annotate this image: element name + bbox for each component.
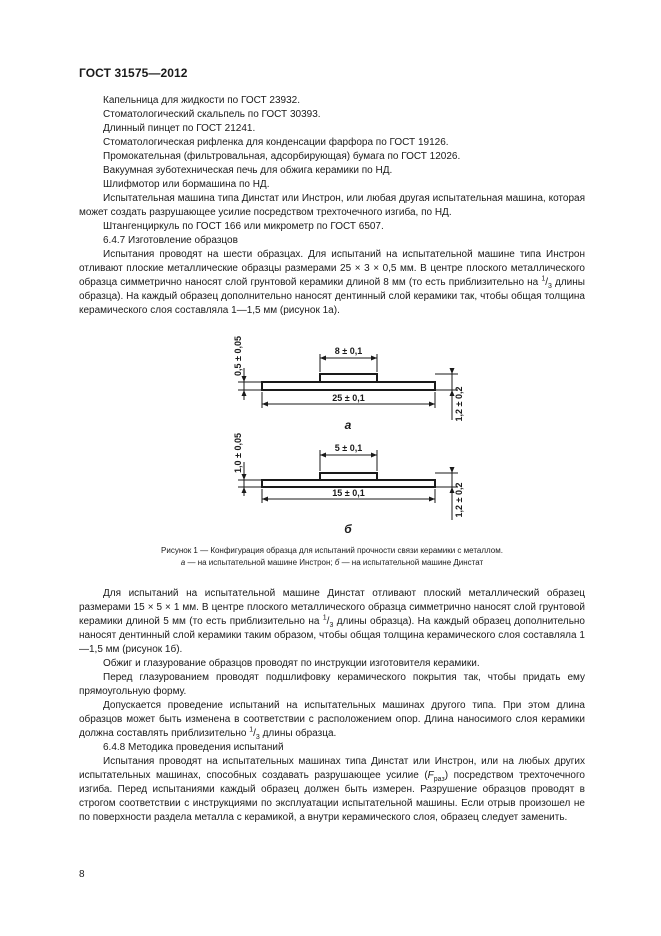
dim-bottom-a: 25 ± 0,1 — [332, 393, 365, 403]
dim-right-a: 1,2 ± 0,2 — [454, 386, 464, 422]
dim-left-a: 0,5 ± 0,05 — [233, 336, 243, 376]
dim-top-a: 8 ± 0,1 — [334, 346, 363, 356]
paragraph-dinstat: Для испытаний на испытательной машине Динстат отливают плоский металлический образец размерами 15 × 5 × 1 мм. В центре плоского металлического образца симметрично наносят слой грунтовой керамики длиной 5 мм (то есть приблизительно на $^1/_3$ длины образца). На каждый образец дополнительно наносят дентинный слой керамики таким образом, чтобы общая толщина керамического слоя составляла 1—1,5 мм (рисунок 1б). — [79, 588, 585, 655]
ceramic-layer-a — [320, 374, 377, 382]
section-heading-648: 6.4.8 Методика проведения испытаний — [103, 742, 284, 753]
paragraph-648: Испытания проводят на испытательных машинах типа Динстат или Инстрон, или на любых других испытательных машинах, способных создавать разрушающее усилие $(F_{раз})$ посредством трехточечного изгиба. Перед испытаниями каждый образец должен быть измерен. Разрушение образцов проводят в строгом соответствии с инструкциями по эксплуатации испытательной машины. Если отрыв произошел не по поверхности раздела металла с керамикой, а внутри керамического слоя, образец следует заменить. — [79, 756, 585, 823]
ceramic-layer-b — [320, 473, 377, 480]
dim-top-b: 5 ± 0,1 — [334, 443, 363, 453]
paragraph-grinding: Перед глазурованием проводят подшлифовку керамического покрытия так, чтобы придать ему прямоугольную форму. — [79, 672, 585, 697]
equipment-item: Стоматологический скальпель по ГОСТ 30393. — [103, 109, 321, 120]
equipment-item: Длинный пинцет по ГОСТ 21241. — [103, 123, 256, 134]
equipment-item: Промокательная (фильтровальная, адсорбирующая) бумага по ГОСТ 12026. — [103, 151, 461, 162]
dim-right-b: 1,2 ± 0,2 — [454, 482, 464, 518]
equipment-item: Вакуумная зуботехническая печь для обжига керамики по НД. — [103, 165, 393, 176]
paragraph-other-machines: Допускается проведение испытаний на испытательных машинах другого типа. При этом длина образцов может быть изменена в соответствии с расположением опор. Длина наносимого слоя керамики должна составлять приблизительно $^1/_3$ длины образца. — [79, 700, 585, 741]
equipment-item: Капельница для жидкости по ГОСТ 23932. — [103, 95, 300, 106]
section-heading-647: 6.4.7 Изготовление образцов — [103, 235, 238, 246]
dim-left-b: 1,0 ± 0,05 — [233, 433, 243, 473]
paragraph-firing: Обжиг и глазурование образцов проводят по инструкции изготовителя керамики. — [103, 658, 480, 669]
equipment-item: Испытательная машина типа Динстат или Инстрон, или любая другая испытательная машина, которая может создать разрушающее усилие посредством трехточечного изгиба, по НД. — [79, 193, 585, 218]
metal-plate-a — [262, 382, 435, 390]
dim-bottom-b: 15 ± 0,1 — [332, 488, 365, 498]
body-text-2 — [79, 587, 585, 825]
figure-label-b: б — [344, 522, 352, 536]
metal-plate-b — [262, 480, 435, 487]
caption-line-2: а — на испытательной машине Инстрон; б — на испытательной машине Динстат — [180, 558, 484, 567]
paragraph-647: Испытания проводят на шести образцах. Для испытаний на испытательной машине типа Инстрон отливают плоские металлические образцы размерами 25 × 3 × 0,5 мм. В центре плоского металлического образца симметрично наносят слой грунтовой керамики длиной 8 мм (то есть приблизительно на $^1/_3$ длины образца). На каждый образец дополнительно наносят дентинный слой керамики так, чтобы общая толщина керамического слоя составляла 1—1,5 мм (рисунок 1а). — [79, 249, 585, 316]
equipment-item: Штангенциркуль по ГОСТ 166 или микрометр по ГОСТ 6507. — [103, 221, 384, 232]
figure-caption — [79, 545, 585, 569]
equipment-item: Шлифмотор или бормашина по НД. — [103, 179, 270, 190]
figure-label-a: а — [344, 418, 352, 432]
equipment-item: Стоматологическая рифленка для конденсации фарфора по ГОСТ 19126. — [103, 137, 449, 148]
document-header: ГОСТ 31575—2012 — [79, 66, 188, 80]
page-number: 8 — [79, 869, 85, 880]
caption-line-1: Рисунок 1 — Конфигурация образца для испытаний прочности связи керамики с металлом. — [161, 546, 503, 555]
